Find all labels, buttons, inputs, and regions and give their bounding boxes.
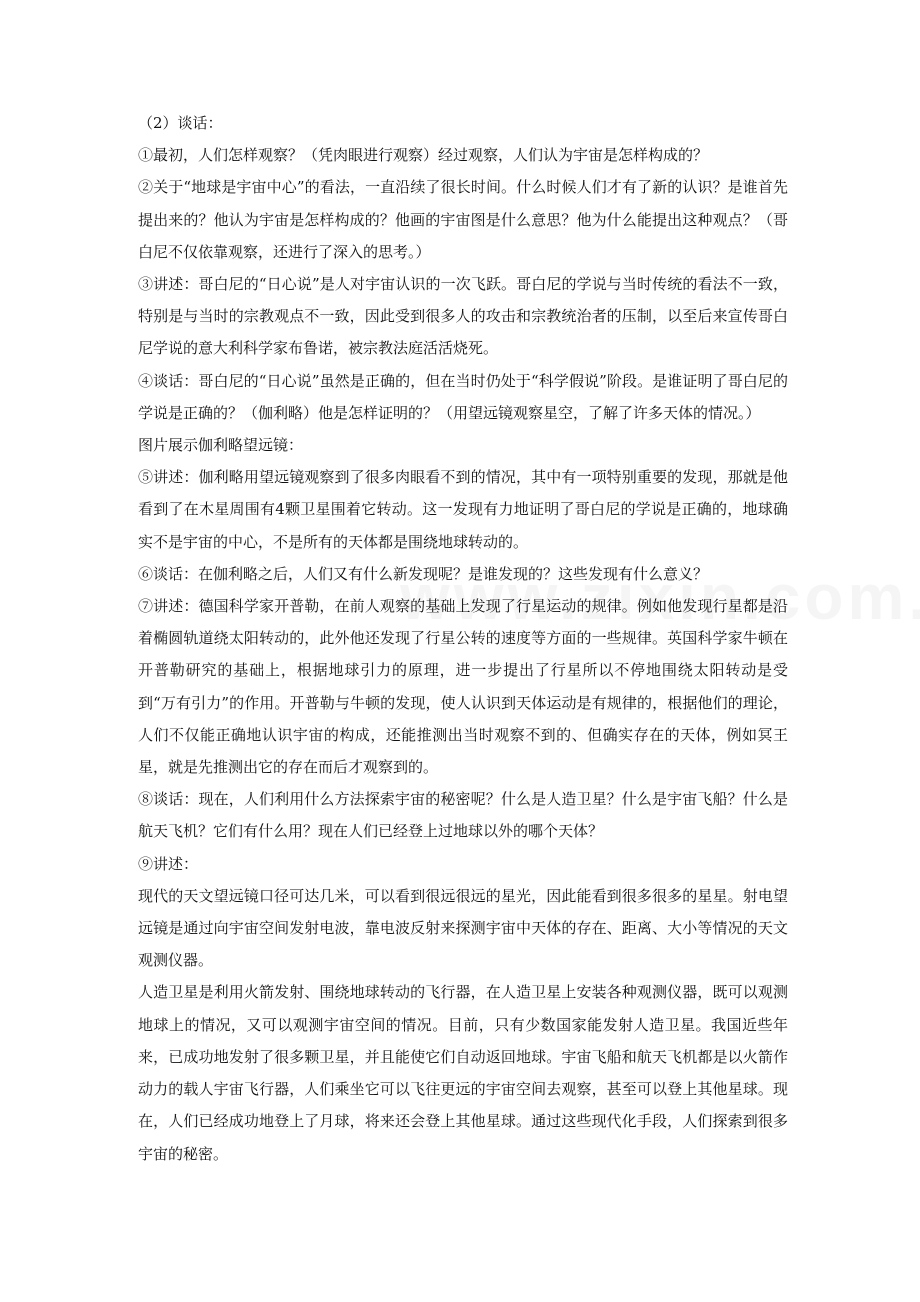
paragraph-3: ③讲述：哥白尼的“日心说”是人对宇宙认识的一次飞跃。哥白尼的学说与当时传统的看法不一致，特别是与当时的宗教观点不一致，因此受到很多人的攻击和宗教统治者的压制，以至后来宣传哥白尼学说的意大利科学家布鲁诺，被宗教法庭活活烧死。 [138, 275, 788, 358]
image-caption: 图片展示伽利略望远镜： [138, 436, 304, 455]
document-body [138, 107, 788, 1170]
paragraph-4: ④谈话：哥白尼的“日心说”虽然是正确的，但在当时仍处于“科学假说”阶段。是谁证明了哥白尼的学说是正确的？（伽利略）他是怎样证明的？（用望远镜观察星空，了解了许多天体的情况。） [138, 371, 788, 422]
paragraph-satellite: 人造卫星是利用火箭发射、围绕地球转动的飞行器，在人造卫星上安装各种观测仪器，既可以观测地球上的情况，又可以观测宇宙空间的情况。目前，只有少数国家能发射人造卫星。我国近些年来，已成功地发射了很多颗卫星，并且能使它们自动返回地球。宇宙飞船和航天飞机都是以火箭作动力的载人宇宙飞行器，人们乘坐它可以飞往更远的宇宙空间去观察，甚至可以登上其他星球。现在，人们已经成功地登上了月球，将来还会登上其他星球。通过这些现代化手段，人们探索到很多宇宙的秘密。 [138, 983, 788, 1163]
paragraph-5: ⑤讲述：伽利略用望远镜观察到了很多肉眼看不到的情况，其中有一项特别重要的发现，那就是他看到了在木星周围有4颗卫星围着它转动。这一发现有力地证明了哥白尼的学说是正确的，地球确实不是宇宙的中心，不是所有的天体都是围绕地球转动的。 [138, 468, 788, 551]
section-heading: （2）谈话： [138, 114, 223, 132]
paragraph-8: ⑧谈话：现在，人们利用什么方法探索宇宙的秘密呢？什么是人造卫星？什么是宇宙飞船？什么是航天飞机？它们有什么用？现在人们已经登上过地球以外的哪个天体？ [138, 790, 788, 841]
paragraph-6: ⑥谈话：在伽利略之后，人们又有什么新发现呢？是谁发现的？这些发现有什么意义？ [138, 564, 709, 583]
paragraph-1: ①最初，人们怎样观察？（凭肉眼进行观察）经过观察，人们认为宇宙是怎样构成的？ [138, 146, 709, 165]
paragraph-telescope: 现代的天文望远镜口径可达几米，可以看到很远很远的星光，因此能看到很多很多的星星。射电望远镜是通过向宇宙空间发射电波，靠电波反射来探测宇宙中天体的存在、距离、大小等情况的天文观测仪器。 [138, 886, 788, 970]
paragraph-2: ②关于“地球是宇宙中心”的看法，一直沿续了很长时间。什么时候人们才有了新的认识？是谁首先提出来的？他认为宇宙是怎样构成的？他画的宇宙图是什么意思？他为什么能提出这种观点？（哥白尼不仅依靠观察，还进行了深入的思考。） [138, 178, 788, 261]
paragraph-7: ⑦讲述：德国科学家开普勒，在前人观察的基础上发现了行星运动的规律。例如他发现行星都是沿着椭圆轨道绕太阳转动的，此外他还发现了行星公转的速度等方面的一些规律。英国科学家牛顿在开普勒研究的基础上，根据地球引力的原理，进一步提出了行星所以不停地围绕太阳转动是受到“万有引力”的作用。开普勒与牛顿的发现，使人认识到天体运动是有规律的，根据他们的理论，人们不仅能正确地认识宇宙的构成，还能推测出当时观察不到的、但确实存在的天体，例如冥王星，就是先推测出它的存在而后才观察到的。 [138, 597, 788, 777]
paragraph-9-heading: ⑨讲述： [138, 854, 199, 873]
